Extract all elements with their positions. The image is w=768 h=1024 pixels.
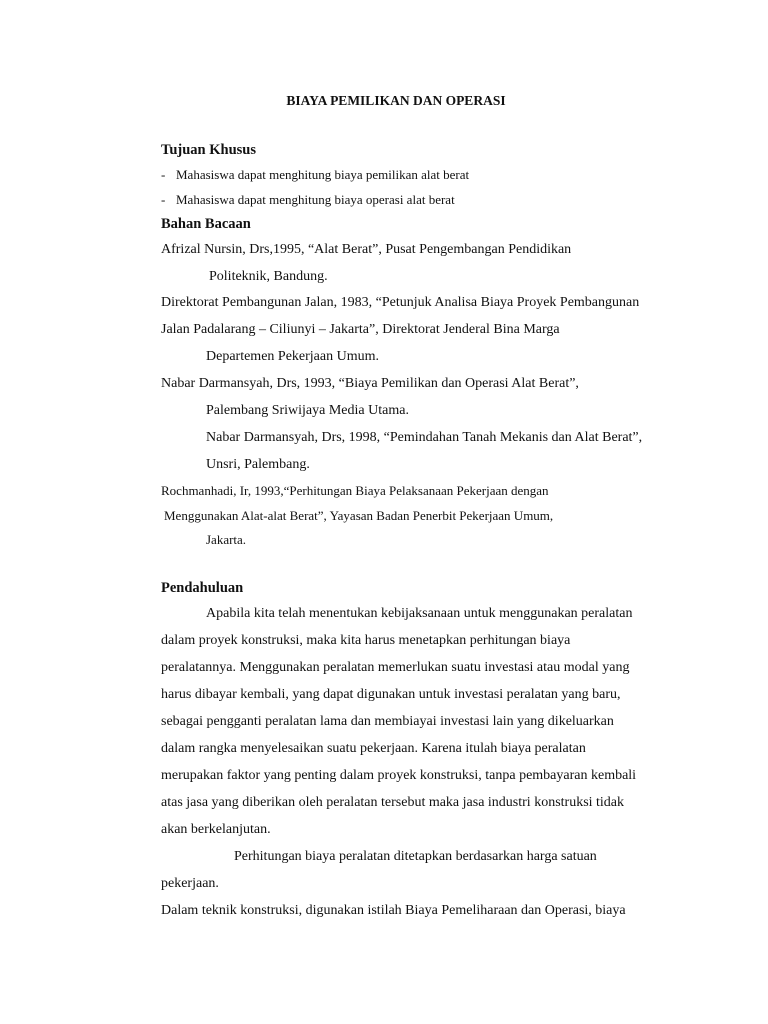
reference-line: Politeknik, Bandung. bbox=[209, 269, 328, 284]
list-bullet: - bbox=[161, 167, 166, 182]
reference-line: Unsri, Palembang. bbox=[206, 457, 310, 472]
list-item-text: Mahasiswa dapat menghitung biaya pemilikan alat berat bbox=[176, 167, 470, 182]
tujuan-khusus-heading: Tujuan Khusus bbox=[161, 142, 256, 158]
reference-line: Nabar Darmansyah, Drs, 1993, “Biaya Pemilikan dan Operasi Alat Berat”, bbox=[161, 376, 579, 391]
paragraph-line: pekerjaan. bbox=[161, 876, 219, 891]
reference-line: Afrizal Nursin, Drs,1995, “Alat Berat”, Pusat Pengembangan Pendidikan bbox=[161, 242, 572, 257]
bahan-bacaan-heading: Bahan Bacaan bbox=[161, 216, 251, 232]
document-title: BIAYA PEMILIKAN DAN OPERASI bbox=[286, 93, 506, 108]
list-item-text: Mahasiswa dapat menghitung biaya operasi alat berat bbox=[176, 192, 455, 207]
paragraph-line: Perhitungan biaya peralatan ditetapkan berdasarkan harga satuan bbox=[234, 849, 597, 864]
list-item bbox=[161, 166, 469, 184]
reference-line: Rochmanhadi, Ir, 1993,“Perhitungan Biaya Pelaksanaan Pekerjaan dengan bbox=[161, 483, 549, 498]
reference-line: Menggunakan Alat-alat Berat”, Yayasan Badan Penerbit Pekerjaan Umum, bbox=[164, 508, 554, 523]
paragraph-line: dalam proyek konstruksi, maka kita harus menetapkan perhitungan biaya bbox=[161, 633, 571, 648]
reference-line: Direktorat Pembangunan Jalan, 1983, “Petunjuk Analisa Biaya Proyek Pembangunan bbox=[161, 295, 640, 310]
list-item bbox=[161, 191, 455, 209]
paragraph-line: peralatannya. Menggunakan peralatan memerlukan suatu investasi atau modal yang bbox=[161, 660, 630, 675]
reference-line: Jakarta. bbox=[206, 532, 247, 547]
paragraph-line: akan berkelanjutan. bbox=[161, 822, 271, 837]
reference-line: Departemen Pekerjaan Umum. bbox=[206, 349, 379, 364]
paragraph-line: Dalam teknik konstruksi, digunakan istilah Biaya Pemeliharaan dan Operasi, biaya bbox=[161, 903, 626, 918]
paragraph-line: merupakan faktor yang penting dalam proyek konstruksi, tanpa pembayaran kembali bbox=[161, 768, 637, 783]
reference-line: Jalan Padalarang – Ciliunyi – Jakarta”, Direktorat Jenderal Bina Marga bbox=[161, 322, 560, 337]
list-bullet: - bbox=[161, 192, 166, 207]
paragraph-line: sebagai pengganti peralatan lama dan membiayai investasi lain yang dikeluarkan bbox=[161, 714, 614, 729]
reference-line: Nabar Darmansyah, Drs, 1998, “Pemindahan Tanah Mekanis dan Alat Berat”, bbox=[206, 430, 643, 445]
paragraph-line: Apabila kita telah menentukan kebijaksanaan untuk menggunakan peralatan bbox=[206, 606, 633, 621]
reference-line: Palembang Sriwijaya Media Utama. bbox=[206, 403, 409, 418]
pendahuluan-heading: Pendahuluan bbox=[161, 580, 244, 596]
paragraph-line: harus dibayar kembali, yang dapat digunakan untuk investasi peralatan yang baru, bbox=[161, 687, 621, 702]
paragraph-line: dalam rangka menyelesaikan suatu pekerjaan. Karena itulah biaya peralatan bbox=[161, 741, 586, 756]
paragraph-line: atas jasa yang diberikan oleh peralatan tersebut maka jasa industri konstruksi tidak bbox=[161, 795, 625, 810]
